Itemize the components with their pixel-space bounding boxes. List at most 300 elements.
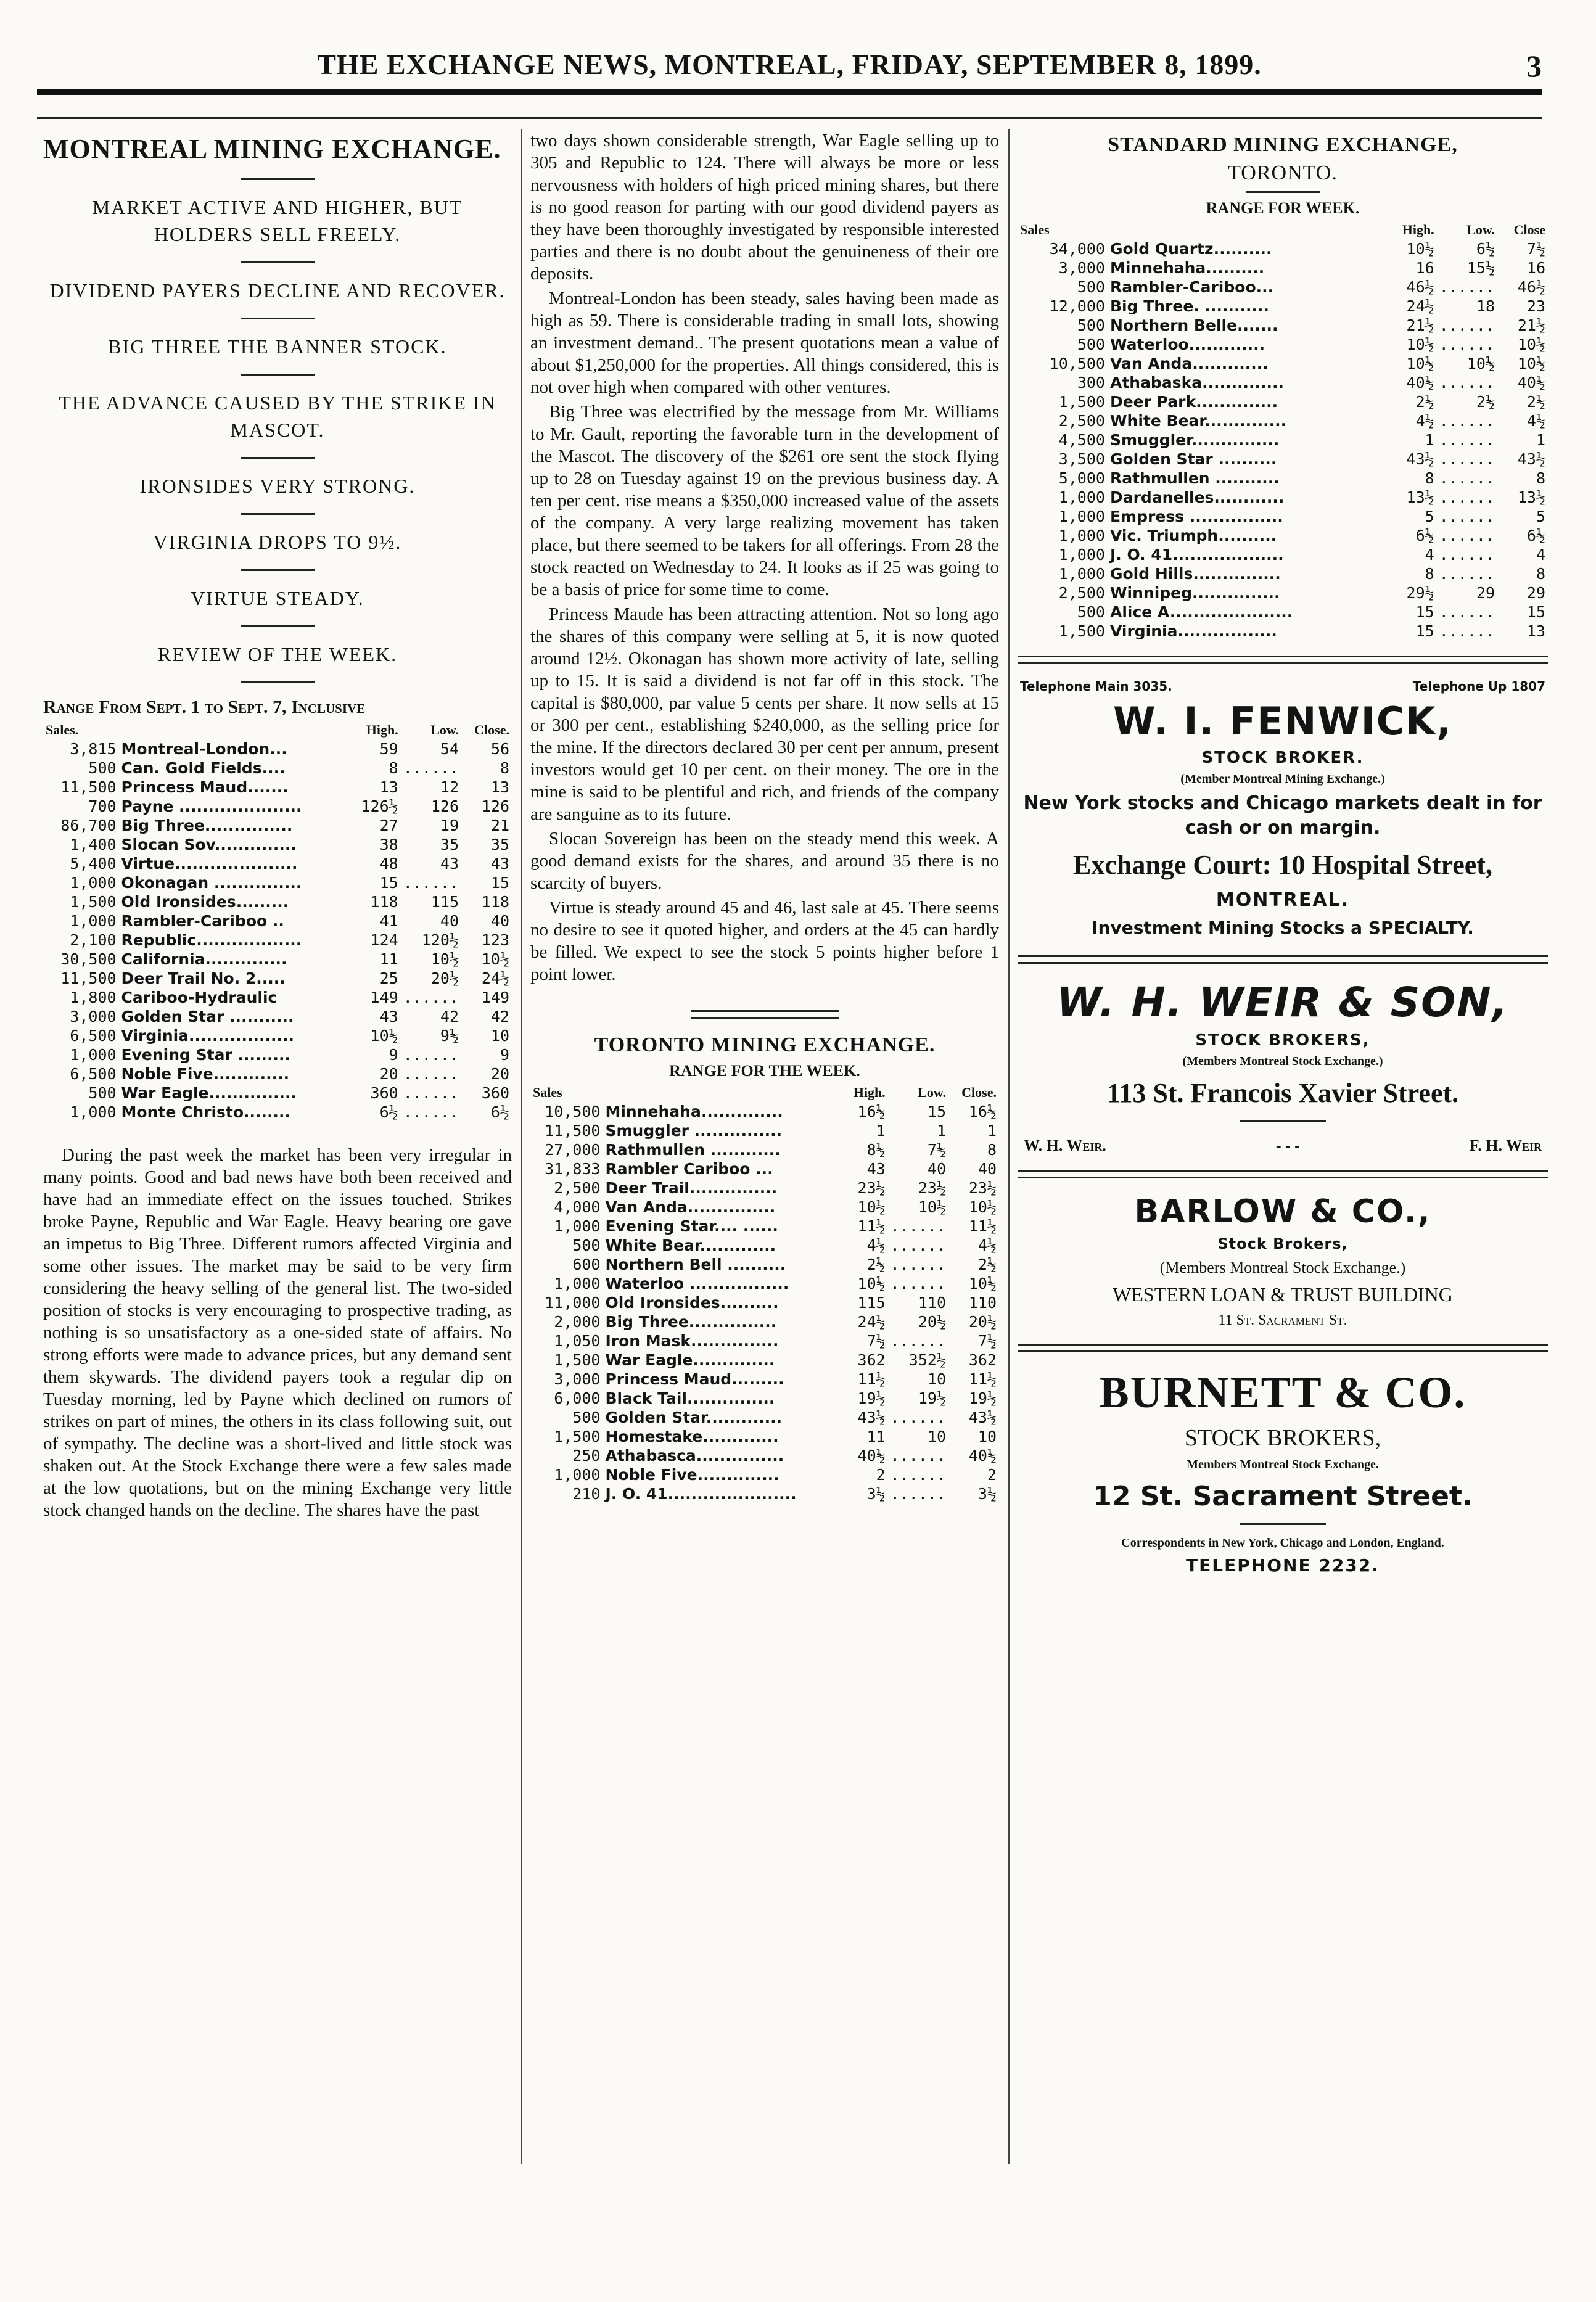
low-cell: 54 — [440, 740, 459, 758]
low-cell: ...... — [890, 1485, 946, 1503]
standard-quotes-table — [1018, 220, 1548, 641]
name-cell: Vic. Triumph.......... — [1109, 527, 1277, 545]
low-cell: 18 — [1476, 297, 1495, 315]
high-cell: 7½ — [866, 1332, 886, 1350]
divider — [241, 625, 315, 627]
high-cell: 362 — [857, 1351, 886, 1369]
sales-cell: 1,500 — [1058, 393, 1105, 411]
close-cell: 56 — [490, 740, 509, 758]
name-cell: Minnehaha.......... — [1109, 259, 1265, 277]
name-cell: Okonagan ............... — [121, 874, 302, 892]
high-cell: 43 — [866, 1160, 886, 1178]
sales-cell: 500 — [1077, 335, 1105, 353]
review-paragraph: Slocan Sovereign has been on the steady mend this week. A good demand exists for the shares, and around 35 there is no scarcity of buyers. — [530, 829, 999, 893]
low-cell: ...... — [890, 1466, 946, 1484]
close-cell: 40½ — [1517, 374, 1545, 392]
table-row — [43, 950, 512, 969]
close-cell: 10½ — [1517, 335, 1545, 353]
high-cell: 360 — [370, 1084, 398, 1102]
low-cell: 42 — [440, 1008, 459, 1026]
weir-partners — [1024, 1137, 1542, 1155]
barlow-member: (Members Montreal Stock Exchange.) — [1159, 1259, 1406, 1276]
high-cell: 20 — [379, 1065, 398, 1083]
table-row — [1018, 602, 1548, 622]
sales-cell: 1,400 — [70, 836, 117, 853]
close-cell: 40½ — [968, 1447, 997, 1465]
close-cell: 123 — [481, 931, 509, 949]
review-paragraph: Big Three was electrified by the message from Mr. Williams to Mr. Gault, reporting the favorable turn in the development of the Mascot. The discovery of the $261 ore sent the stock flying up to 28 on Tuesday against 19 on the previous business day. A ten per cent. rise means a $350,000 increased value of the assets of the company. A very large realizing movement has taken place, but there seemed to be takers for all offerings. From 28 the stock reacted on Wednesday to 24. It looks as if 25 was going to be a basis of price for some time to come. — [530, 402, 999, 599]
standard-quotes-body — [1018, 239, 1548, 641]
review-continued — [530, 129, 999, 985]
high-cell: 11 — [866, 1428, 886, 1445]
review-paragraph: Virtue is steady around 45 and 46, last sale at 45. There seems no desire to see it quoted higher, and orders at the 45 can hardly be filled. We expect to see the stock 5 points higher before 1 point lower. — [530, 898, 999, 984]
close-cell: 13 — [1526, 622, 1545, 640]
low-cell: ...... — [403, 989, 459, 1006]
name-cell: Big Three. ........... — [1109, 297, 1269, 315]
table-row — [1018, 583, 1548, 602]
fenwick-telephone-main: Telephone Main 3035. — [1020, 679, 1172, 694]
table-row — [1018, 239, 1548, 258]
low-cell: 10½ — [918, 1198, 946, 1216]
high-cell: 149 — [370, 989, 398, 1006]
close-cell: 21 — [490, 816, 509, 834]
name-cell: Athabasca............... — [605, 1447, 784, 1465]
table-row — [1018, 430, 1548, 450]
low-cell: 110 — [918, 1294, 946, 1312]
table-row — [1018, 335, 1548, 354]
name-cell: Waterloo ................. — [605, 1275, 789, 1293]
table-row — [530, 1274, 999, 1293]
low-cell: 12 — [440, 778, 459, 796]
low-cell: 15 — [927, 1103, 946, 1120]
headline: IRONSIDES VERY STRONG. — [139, 475, 416, 497]
table-row — [43, 1083, 512, 1103]
sales-cell: 1,500 — [554, 1428, 601, 1445]
table-row — [43, 988, 512, 1007]
sales-cell: 1,000 — [70, 912, 117, 930]
high-cell: 10½ — [1406, 240, 1434, 258]
high-cell: 21½ — [1406, 316, 1434, 334]
high-cell: 16½ — [857, 1103, 886, 1120]
fenwick-telephone-up: Telephone Up 1807 — [1412, 679, 1545, 694]
toronto-range-caption: RANGE FOR THE WEEK. — [669, 1062, 860, 1080]
close-cell: 35 — [490, 836, 509, 853]
name-cell: Smuggler ............... — [605, 1122, 783, 1140]
close-cell: 23 — [1526, 297, 1545, 315]
close-cell: 10½ — [968, 1275, 997, 1293]
close-header: Close. — [474, 722, 509, 738]
sales-cell: 5,000 — [1058, 469, 1105, 487]
divider — [241, 261, 315, 263]
low-cell: 126 — [430, 797, 459, 815]
table-row — [530, 1331, 999, 1350]
high-cell: 10½ — [1406, 335, 1434, 353]
high-cell: 19½ — [857, 1389, 886, 1407]
sales-cell: 11,500 — [60, 778, 117, 796]
low-cell: ...... — [1439, 527, 1495, 545]
sales-cell: 11,500 — [545, 1122, 601, 1140]
sales-cell: 210 — [572, 1485, 601, 1503]
sales-cell: 3,500 — [1058, 450, 1105, 468]
name-cell: Athabaska.............. — [1109, 374, 1285, 392]
sales-header: Sales — [1020, 222, 1050, 237]
name-cell: Dardanelles............ — [1109, 488, 1285, 506]
divider — [691, 1010, 839, 1019]
high-cell: 38 — [379, 836, 398, 853]
table-row — [43, 1103, 512, 1122]
weir-name: W. H. WEIR & SON, — [1056, 979, 1509, 1026]
close-cell: 16 — [1526, 259, 1545, 277]
close-cell: 360 — [481, 1084, 509, 1102]
low-cell: 20½ — [918, 1313, 946, 1331]
low-cell: ...... — [890, 1217, 946, 1235]
column-divider — [1008, 129, 1010, 2164]
headline: DIVIDEND PAYERS DECLINE AND RECOVER. — [49, 279, 506, 302]
high-cell: 15 — [1415, 603, 1434, 621]
table-row — [1018, 469, 1548, 488]
standard-exchange-title: STANDARD MINING EXCHANGE, — [1108, 133, 1458, 156]
name-cell: California.............. — [121, 950, 287, 968]
table-header-row — [530, 1083, 999, 1102]
table-row — [530, 1350, 999, 1370]
high-cell: 41 — [379, 912, 398, 930]
table-row — [530, 1178, 999, 1198]
high-cell: 59 — [379, 740, 398, 758]
sales-cell: 4,000 — [554, 1198, 601, 1216]
table-row — [1018, 392, 1548, 411]
low-cell: ...... — [403, 1103, 459, 1121]
review-paragraph: Montreal-London has been steady, sales having been made as high as 59. There is considerable trading in small lots, showing an investment demand.. The present quotations mean a value of about $1,250,000 for the properties. All things considered, this is not over high when compared with other ventures. — [530, 289, 999, 397]
low-cell: ...... — [1439, 622, 1495, 640]
high-cell: 15 — [1415, 622, 1434, 640]
high-cell: 46½ — [1406, 278, 1434, 296]
sales-cell: 6,500 — [70, 1065, 117, 1083]
high-cell: 25 — [379, 969, 398, 987]
barlow-building: WESTERN LOAN & TRUST BUILDING — [1113, 1283, 1453, 1305]
divider — [241, 681, 315, 683]
burnett-telephone: TELEPHONE 2232. — [1186, 1555, 1380, 1576]
name-cell: Golden Star............. — [605, 1408, 783, 1426]
headline: THE ADVANCE CAUSED BY THE STRIKE IN MASCOT. — [59, 392, 496, 441]
review-paragraph: two days shown considerable strength, War Eagle selling up to 305 and Republic to 124. There will always be more or less nervousness with holders of high priced mining shares, but there is no good reason for parting with our good dividend payers as they have been thoroughly investigated by responsible interested parties and there is no doubt about the genuineness of their ore deposits. — [530, 131, 999, 284]
close-cell: 2½ — [1526, 393, 1545, 411]
high-cell: 15 — [379, 874, 398, 892]
low-cell: 7½ — [927, 1141, 946, 1159]
high-cell: 24½ — [857, 1313, 886, 1331]
column-2 — [530, 129, 999, 1503]
high-cell: 27 — [379, 816, 398, 834]
name-header — [603, 1083, 837, 1102]
sales-cell: 5,400 — [70, 855, 117, 873]
close-cell: 8 — [1536, 469, 1545, 487]
table-row — [530, 1465, 999, 1484]
name-cell: Deer Park.............. — [1109, 393, 1278, 411]
low-cell: ...... — [1439, 374, 1495, 392]
table-row — [530, 1389, 999, 1408]
low-cell: 43 — [440, 855, 459, 873]
sales-cell: 6,000 — [554, 1389, 601, 1407]
sales-cell: 250 — [572, 1447, 601, 1465]
page-number: 3 — [1526, 49, 1542, 83]
low-cell: 120½ — [421, 931, 459, 949]
close-cell: 149 — [481, 989, 509, 1006]
high-cell: 16 — [1415, 259, 1434, 277]
fenwick-specialty: Investment Mining Stocks a SPECIALTY. — [1092, 918, 1474, 938]
name-cell: Princess Maud....... — [121, 778, 289, 796]
close-cell: 2 — [987, 1466, 997, 1484]
table-row — [43, 739, 512, 758]
montreal-quotes-body — [43, 739, 512, 1122]
close-cell: 5 — [1536, 508, 1545, 525]
name-cell: Van Anda............. — [1109, 355, 1269, 372]
name-cell: War Eagle............... — [121, 1084, 297, 1102]
table-row — [1018, 354, 1548, 373]
sales-cell: 500 — [1077, 316, 1105, 334]
barlow-advertisement — [1018, 1193, 1548, 1329]
low-cell: 40 — [440, 912, 459, 930]
low-cell: ...... — [890, 1447, 946, 1465]
close-cell: 2½ — [977, 1256, 997, 1273]
high-cell: 24½ — [1406, 297, 1434, 315]
low-cell: 23½ — [918, 1179, 946, 1197]
fenwick-services: New York stocks and Chicago markets dealt in for cash or on margin. — [1023, 792, 1542, 839]
sales-cell: 31,833 — [545, 1160, 601, 1178]
table-row — [530, 1370, 999, 1389]
divider — [1246, 191, 1320, 193]
name-header — [119, 720, 350, 739]
fenwick-advertisement — [1018, 679, 1548, 940]
high-cell: 1 — [1425, 431, 1434, 449]
name-cell: Big Three............... — [121, 816, 293, 834]
high-cell: 11½ — [857, 1370, 886, 1388]
burnett-role: STOCK BROKERS, — [1184, 1425, 1381, 1451]
sales-cell: 1,000 — [70, 1046, 117, 1064]
low-cell: ...... — [1439, 603, 1495, 621]
sales-cell: 500 — [1077, 278, 1105, 296]
column-3 — [1018, 129, 1548, 1581]
weir-partner-right: F. H. Weir — [1469, 1137, 1542, 1154]
close-cell: 40 — [490, 912, 509, 930]
table-row — [530, 1312, 999, 1331]
high-cell: 23½ — [857, 1179, 886, 1197]
close-cell: 4½ — [1526, 412, 1545, 430]
low-cell: 20½ — [430, 969, 459, 987]
low-cell: ...... — [1439, 278, 1495, 296]
sales-cell: 1,500 — [70, 893, 117, 911]
high-cell: 124 — [370, 931, 398, 949]
close-cell: 8 — [500, 759, 509, 777]
toronto-quotes-body — [530, 1102, 999, 1503]
sales-cell: 500 — [1077, 603, 1105, 621]
low-cell: ...... — [1439, 316, 1495, 334]
headline: VIRTUE STEADY. — [191, 587, 364, 609]
high-cell: 10½ — [857, 1275, 886, 1293]
name-cell: Noble Five............. — [121, 1065, 290, 1083]
name-cell: Monte Christo........ — [121, 1103, 291, 1121]
sales-cell: 11,000 — [545, 1294, 601, 1312]
low-cell: ...... — [890, 1236, 946, 1254]
close-cell: 24½ — [481, 969, 509, 987]
divider — [1018, 1170, 1548, 1178]
sales-cell: 3,815 — [70, 740, 117, 758]
table-row — [530, 1408, 999, 1427]
close-cell: 16½ — [968, 1103, 997, 1120]
low-cell: ...... — [403, 874, 459, 892]
sales-header: Sales. — [46, 722, 79, 738]
high-header: High. — [1402, 222, 1434, 237]
divider — [1018, 1344, 1548, 1352]
high-cell: 9 — [389, 1046, 398, 1064]
column-1 — [43, 129, 512, 1524]
close-cell: 43 — [490, 855, 509, 873]
divider — [241, 178, 315, 180]
name-cell: Evening Star.... ...... — [605, 1217, 778, 1235]
review-text — [43, 1144, 512, 1521]
low-cell: ...... — [1439, 431, 1495, 449]
sales-cell: 2,100 — [70, 931, 117, 949]
low-cell: 9½ — [440, 1027, 459, 1045]
high-cell: 115 — [857, 1294, 886, 1312]
weir-partner-left: W. H. Weir. — [1024, 1137, 1106, 1154]
table-row — [1018, 258, 1548, 277]
high-cell: 48 — [379, 855, 398, 873]
sales-cell: 6,500 — [70, 1027, 117, 1045]
name-cell: Old Ironsides......... — [121, 893, 289, 911]
name-cell: Rambler-Cariboo .. — [121, 912, 284, 930]
close-cell: 9 — [500, 1046, 509, 1064]
high-cell: 13 — [379, 778, 398, 796]
divider — [241, 374, 315, 376]
low-cell: 10 — [927, 1428, 946, 1445]
close-cell: 46½ — [1517, 278, 1545, 296]
close-cell: 11½ — [968, 1217, 997, 1235]
masthead-rule — [37, 117, 1542, 119]
name-cell: Smuggler............... — [1109, 431, 1280, 449]
close-cell: 20 — [490, 1065, 509, 1083]
table-row — [43, 758, 512, 778]
close-cell: 1 — [987, 1122, 997, 1140]
sales-cell: 1,000 — [70, 1103, 117, 1121]
table-row — [43, 816, 512, 835]
high-cell: 3½ — [866, 1485, 886, 1503]
name-header — [1108, 220, 1386, 239]
table-row — [530, 1140, 999, 1159]
sales-cell: 1,000 — [1058, 565, 1105, 583]
name-cell: Empress ................ — [1109, 508, 1283, 525]
name-cell: Deer Trail No. 2..... — [121, 969, 286, 987]
low-cell: ...... — [403, 1046, 459, 1064]
sales-cell: 1,000 — [1058, 546, 1105, 564]
low-cell: ...... — [1439, 565, 1495, 583]
sales-cell: 3,000 — [70, 1008, 117, 1026]
close-cell: 20½ — [968, 1313, 997, 1331]
close-cell: 29 — [1526, 584, 1545, 602]
sales-cell: 86,700 — [60, 816, 117, 834]
low-cell: ...... — [1439, 488, 1495, 506]
low-cell: ...... — [1439, 546, 1495, 564]
name-cell: J. O. 41................... — [1109, 546, 1284, 564]
table-row — [1018, 488, 1548, 507]
sales-cell: 2,000 — [554, 1313, 601, 1331]
high-cell: 6½ — [1415, 527, 1434, 545]
close-cell: 10½ — [968, 1198, 997, 1216]
montreal-quotes-table — [43, 720, 512, 1122]
close-cell: 126 — [481, 797, 509, 815]
sales-cell: 1,800 — [70, 989, 117, 1006]
name-cell: Waterloo............. — [1109, 335, 1265, 353]
review-paragraph: Princess Maude has been attracting attention. Not so long ago the shares of this company were selling at 5, it is now quoted around 12½. Okonagan has shown more activity of late, selling up to 15. It is said a dividend is not far off in this stock. The capital is $80,000, par value 5 cents per share. It now sells at 15 or 300 per cent., establishing $240,000, as the selling price for the mine. If the directors declared 30 per cent per annum, present investors would get 10 per cent. on their money. The ore in the mine is said to be plentiful and rich, and friends of the company are sanguine as to its future. — [530, 604, 999, 824]
name-cell: Northern Bell .......... — [605, 1256, 786, 1273]
divider — [241, 318, 315, 319]
divider — [1018, 955, 1548, 964]
close-cell: 11½ — [968, 1370, 997, 1388]
high-cell: 126½ — [361, 797, 398, 815]
table-row — [43, 969, 512, 988]
close-cell: 23½ — [968, 1179, 997, 1197]
table-row — [530, 1198, 999, 1217]
close-cell: 3½ — [977, 1485, 997, 1503]
close-header: Close — [1513, 222, 1545, 237]
close-header: Close. — [961, 1085, 997, 1100]
name-cell: Iron Mask............... — [605, 1332, 779, 1350]
table-row — [530, 1446, 999, 1465]
fenwick-member: (Member Montreal Mining Exchange.) — [1180, 772, 1385, 786]
name-cell: Northern Belle....... — [1109, 316, 1278, 334]
sales-cell: 1,000 — [554, 1217, 601, 1235]
close-cell: 7½ — [1526, 240, 1545, 258]
high-header: High. — [366, 722, 398, 738]
low-cell: ...... — [1439, 469, 1495, 487]
standard-exchange-subtitle: TORONTO. — [1228, 162, 1338, 184]
high-cell: 118 — [370, 893, 398, 911]
high-header: High. — [853, 1085, 886, 1100]
high-cell: 43½ — [857, 1408, 886, 1426]
montreal-range-caption: Range From Sept. 1 to Sept. 7, Inclusive — [43, 697, 366, 717]
name-cell: War Eagle.............. — [605, 1351, 775, 1369]
sales-cell: 2,500 — [554, 1179, 601, 1197]
review-paragraph: During the past week the market has been very irregular in many points. Good and bad news have both been received and have had an immediate effect on the issues touched. Strikes broke Payne, Republic and War Eagle. Heavy bearing ore gave an impetus to Big Three. Different rumors affected Virginia and some other issues. The market may be said to be very firm considering the heavy selling of the general list. The two-sided position of stocks is very encouraging to prospective trading, as nothing is so unsatisfactory as a one-sided state of affairs. No strong efforts were made to advance prices, but any demand sent them skywards. The dividend payers took a regular dip on Tuesday morning, led by Payne which declined on rumors of strikes on part of mines, the others in its class following suit, out of sympathy. The decline was a short-lived and little stock was shaken out. At the Stock Exchange there were a few sales made at the low quotations, but on the mining Exchange very little stock changed hands on the decline. The shares have the past — [43, 1145, 512, 1520]
high-cell: 10½ — [857, 1198, 886, 1216]
name-cell: White Bear............. — [605, 1236, 776, 1254]
close-cell: 13½ — [1517, 488, 1545, 506]
high-cell: 11½ — [857, 1217, 886, 1235]
sales-cell: 700 — [88, 797, 117, 815]
table-row — [530, 1217, 999, 1236]
low-cell: 115 — [430, 893, 459, 911]
low-cell: ...... — [403, 1084, 459, 1102]
name-cell: Golden Star .......... — [1109, 450, 1277, 468]
sales-cell: 10,500 — [545, 1103, 601, 1120]
close-cell: 21½ — [1517, 316, 1545, 334]
name-cell: Cariboo-Hydraulic — [121, 989, 278, 1006]
name-cell: Virtue..................... — [121, 855, 298, 873]
sales-cell: 11,500 — [60, 969, 117, 987]
close-cell: 6½ — [1526, 527, 1545, 545]
name-cell: Minnehaha.............. — [605, 1103, 783, 1120]
close-cell: 40 — [977, 1160, 997, 1178]
high-cell: 29½ — [1406, 584, 1434, 602]
high-cell: 8 — [1425, 565, 1434, 583]
high-cell: 2 — [876, 1466, 886, 1484]
low-cell: ...... — [1439, 412, 1495, 430]
low-cell: 15½ — [1466, 259, 1495, 277]
high-cell: 8½ — [866, 1141, 886, 1159]
high-cell: 2½ — [866, 1256, 886, 1273]
sales-cell: 34,000 — [1049, 240, 1105, 258]
name-cell: Homestake............. — [605, 1428, 779, 1445]
high-cell: 4 — [1425, 546, 1434, 564]
name-cell: Black Tail............... — [605, 1389, 775, 1407]
